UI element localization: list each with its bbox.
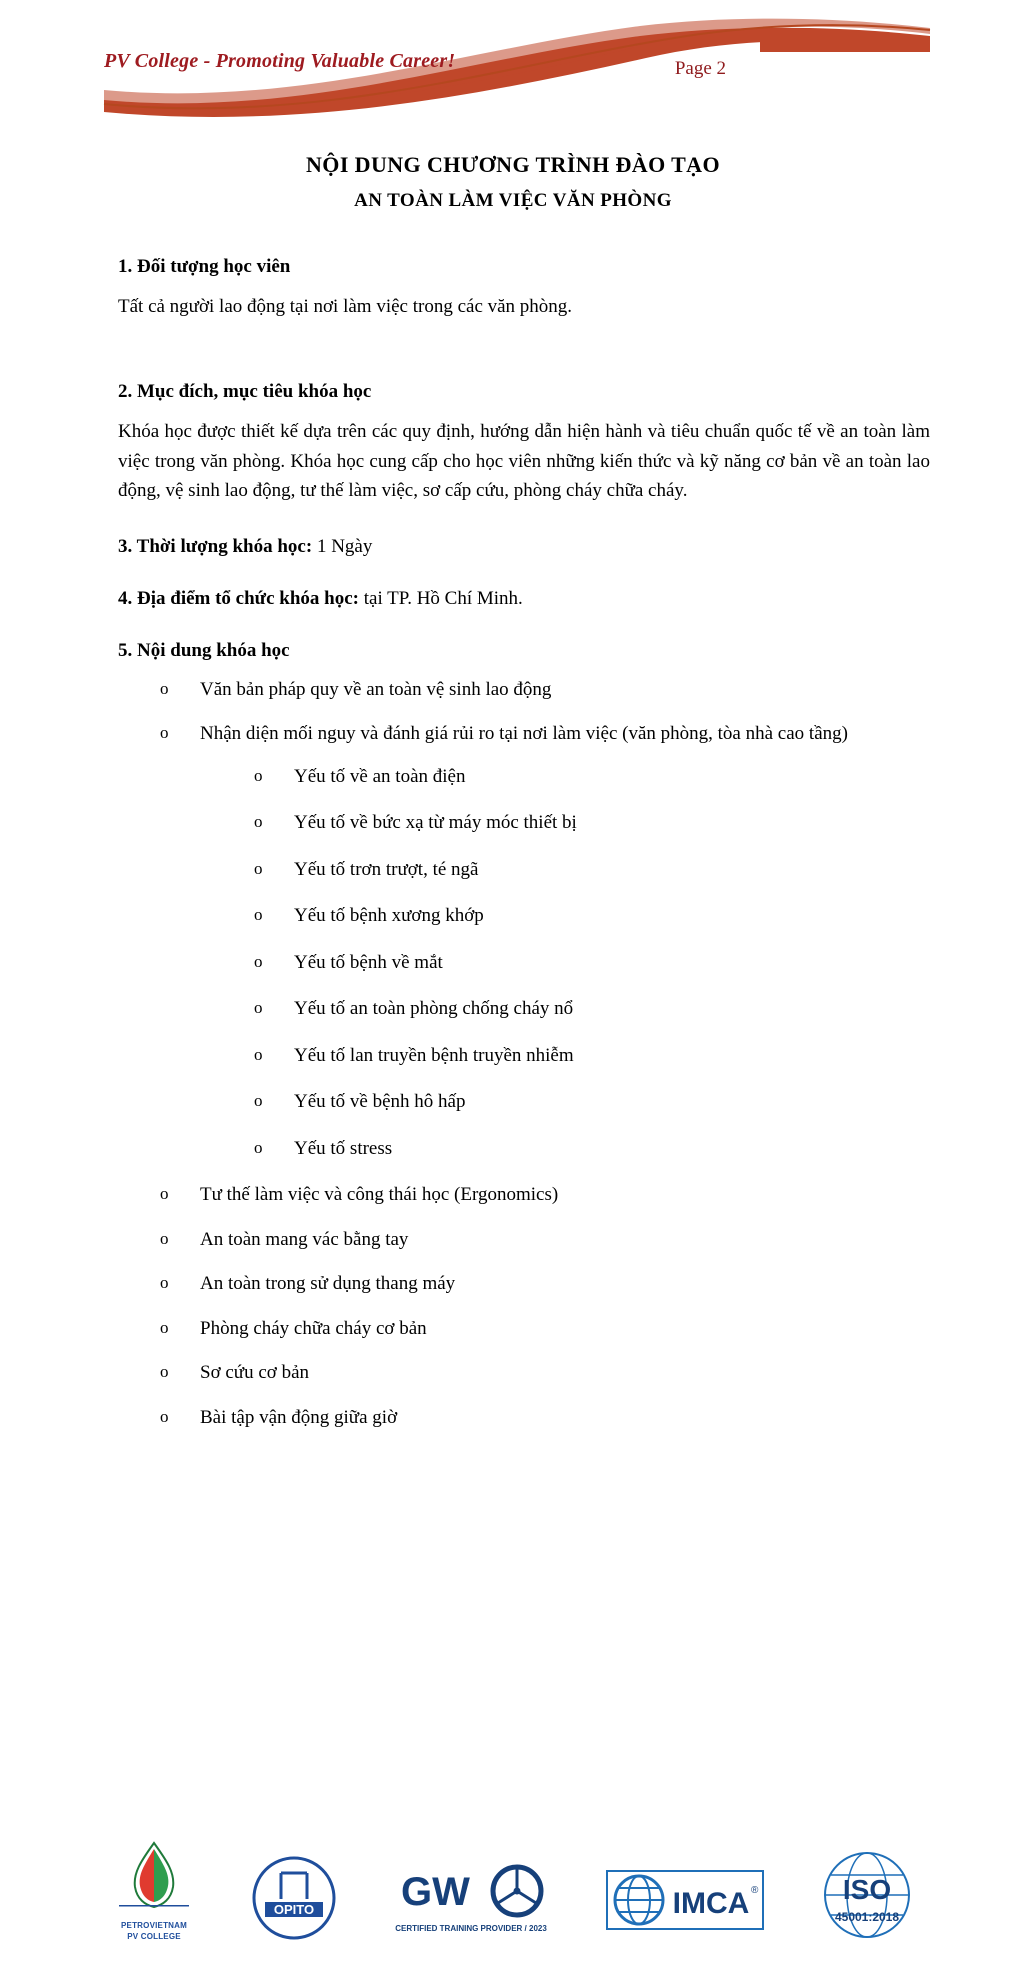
gwo-logo (391, 1859, 551, 1941)
petrovietnam-logo-line2: PV COLLEGE (127, 1932, 181, 1941)
list-item-label: Nhận diện mối nguy và đánh giá rủi ro tại nơi làm việc (văn phòng, tòa nhà cao tầng) (200, 723, 848, 745)
sub-list-item (254, 763, 930, 792)
bullet-marker: o (160, 1406, 169, 1426)
sub-list-item-label: Yếu tố về bức xạ từ máy móc thiết bị (294, 812, 577, 834)
petrovietnam-flame-icon (111, 1839, 197, 1919)
bullet-marker: o (160, 1228, 169, 1248)
list-item (160, 1181, 930, 1210)
iso-standard: 45001:2018 (834, 1910, 900, 1924)
list-item (160, 1270, 930, 1299)
list-item-label: Bài tập vận động giữa giờ (200, 1406, 398, 1428)
gwo-turbine-icon (391, 1859, 551, 1941)
bullet-marker: o (160, 1362, 169, 1382)
sub-list-item (254, 856, 930, 885)
list-item (160, 1404, 930, 1433)
bullet-marker: o (254, 905, 263, 925)
document-body (0, 256, 1026, 1432)
sub-list-item-label: Yếu tố stress (294, 1137, 393, 1159)
gwo-caption: CERTIFIED TRAINING PROVIDER / 2023 (395, 1924, 547, 1933)
page-header (0, 0, 1026, 120)
section-1-paragraph: Tất cả người lao động tại nơi làm việc trong các văn phòng. (118, 296, 573, 317)
iso-label: ISO (842, 1874, 892, 1905)
bullet-marker: o (160, 723, 169, 743)
page-subtitle: AN TOÀN LÀM VIỆC VĂN PHÒNG (354, 190, 672, 211)
opito-circle-icon (251, 1855, 337, 1941)
iso-globe-icon (819, 1849, 915, 1941)
footer-logo-row (0, 1839, 1026, 1941)
list-item-label: Văn bản pháp quy về an toàn vệ sinh lao động (200, 678, 552, 700)
bullet-marker: o (254, 1137, 263, 1157)
bullet-marker: o (254, 1091, 263, 1111)
bullet-marker: o (254, 812, 263, 832)
section-2-paragraph: Khóa học được thiết kế dựa trên các quy định, hướng dẫn hiện hành và tiêu chuẩn quốc tế về an toàn làm việc trong văn phòng. Khóa học cung cấp cho học viên những kiến thức và kỹ năng cơ bản về an toàn lao động, vệ sinh lao động, tư thế làm việc, sơ cấp cứu, phòng cháy chữa cháy. (118, 421, 930, 502)
svg-text:GW: GW (401, 1870, 470, 1914)
list-item (160, 1315, 930, 1344)
sub-list-item (254, 995, 930, 1024)
sub-list-item-label: Yếu tố bệnh xương khớp (294, 905, 484, 927)
bullet-marker: o (254, 951, 263, 971)
course-content-list (118, 676, 930, 1433)
section-4-label: 4. Địa điểm tổ chức khóa học: (118, 587, 359, 609)
sub-list-item-label: Yếu tố về an toàn điện (294, 765, 466, 787)
section-1-heading: 1. Đối tượng học viên (118, 256, 291, 277)
opito-logo (251, 1855, 337, 1941)
sub-list-item-label: Yếu tố lan truyền bệnh truyền nhiễm (294, 1044, 574, 1066)
course-content-sublist (200, 763, 930, 1164)
sub-list-item (254, 902, 930, 931)
sub-list-item (254, 949, 930, 978)
list-item-label: An toàn mang vác bằng tay (200, 1228, 409, 1250)
section-5-heading: 5. Nội dung khóa học (118, 639, 290, 661)
sub-list-item (254, 809, 930, 838)
section-3-heading (118, 536, 930, 558)
imca-logo (605, 1863, 765, 1941)
list-item (160, 1226, 930, 1255)
list-item (160, 1359, 930, 1388)
iso-logo (819, 1849, 915, 1941)
svg-text:OPITO: OPITO (273, 1902, 315, 1917)
sub-list-item (254, 1135, 930, 1164)
spacer (118, 321, 930, 351)
section-4-value: tại TP. Hồ Chí Minh. (363, 587, 523, 609)
list-item-label: Sơ cứu cơ bản (200, 1362, 310, 1384)
sub-list-item (254, 1088, 930, 1117)
bullet-marker: o (160, 678, 169, 698)
list-item-label: Phòng cháy chữa cháy cơ bản (200, 1317, 427, 1339)
section-3-label: 3. Thời lượng khóa học: (118, 535, 313, 557)
bullet-marker: o (160, 1184, 169, 1204)
svg-text:IMCA: IMCA (672, 1887, 750, 1920)
bullet-marker: o (160, 1317, 169, 1337)
svg-text:®: ® (751, 1885, 759, 1896)
sub-list-item-label: Yếu tố an toàn phòng chống cháy nổ (294, 998, 574, 1020)
header-slogan: PV College - Promoting Valuable Career! (104, 50, 456, 72)
bullet-marker: o (254, 858, 263, 878)
section-2-heading: 2. Mục đích, mục tiêu khóa học (118, 381, 372, 403)
section-3-value: 1 Ngày (316, 535, 373, 557)
section-4-heading (118, 588, 930, 610)
list-item (160, 676, 930, 705)
petrovietnam-pv-college-logo (111, 1839, 197, 1941)
list-item-label: Tư thế làm việc và công thái học (Ergonomics) (200, 1184, 559, 1206)
bullet-marker: o (254, 1044, 263, 1064)
bullet-marker: o (254, 998, 263, 1018)
sub-list-item-label: Yếu tố bệnh về mắt (294, 951, 443, 973)
sub-list-item (254, 1042, 930, 1071)
bullet-marker: o (160, 1273, 169, 1293)
page-title: NỘI DUNG CHƯƠNG TRÌNH ĐÀO TẠO (306, 152, 720, 177)
imca-globe-icon (605, 1863, 765, 1941)
sub-list-item-label: Yếu tố trơn trượt, té ngã (294, 858, 479, 880)
page-number: Page 2 (674, 58, 726, 79)
sub-list-item-label: Yếu tố về bệnh hô hấp (294, 1091, 466, 1113)
bullet-marker: o (254, 765, 263, 785)
list-item-label: An toàn trong sử dụng thang máy (200, 1273, 456, 1295)
list-item (160, 720, 930, 1163)
petrovietnam-logo-line1: PETROVIETNAM (121, 1921, 187, 1930)
